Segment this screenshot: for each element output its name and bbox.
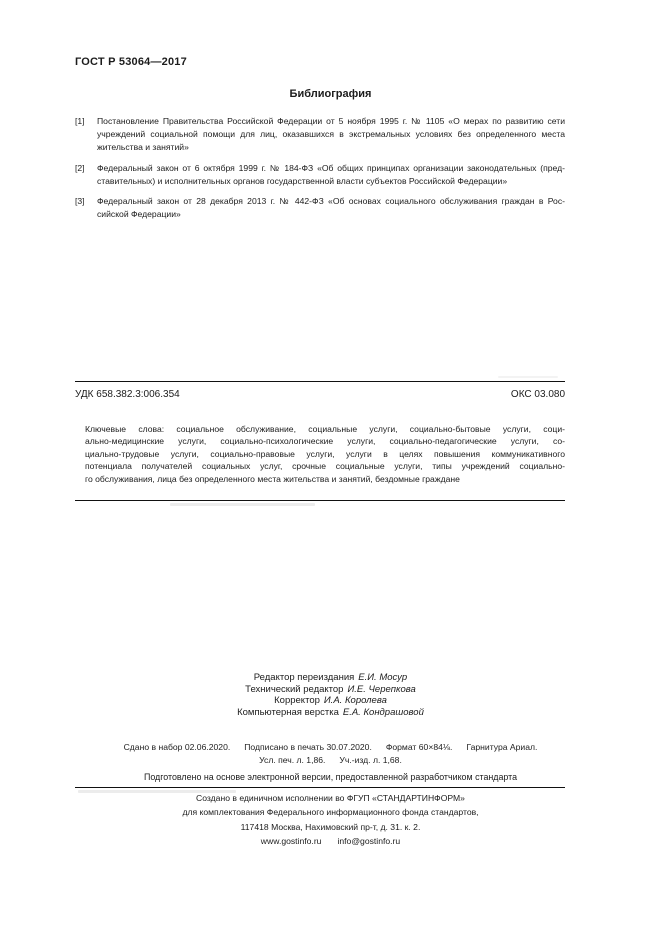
- publisher-website: www.gostinfo.ru: [260, 835, 322, 846]
- credit-role: Компьютерная верстка: [237, 706, 339, 718]
- credit-role: Корректор: [274, 695, 320, 707]
- imprint-block: [0, 741, 661, 767]
- publisher-line: для комплектования Федерального информационного фонда стандартов,: [182, 806, 479, 817]
- entry-line: Федеральный закон от 28 декабря 2013 г. № 442-ФЗ «Об основах социального обслуживания граждан в Рос-: [97, 196, 565, 207]
- imprint-item: Усл. печ. л. 1,86.: [259, 755, 326, 765]
- publisher-contacts: [0, 835, 661, 849]
- credits-block: [0, 672, 661, 718]
- credit-row: [0, 672, 661, 684]
- imprint-item: Формат 60×84⅛.: [385, 742, 453, 752]
- publisher-address: 117418 Москва, Нахимовский пр-т, д. 31. к. 2.: [240, 822, 421, 832]
- entry-line: учреждений социальной помощи для лиц, оказавшихся в экстремальных условиях без определенного места: [97, 129, 565, 140]
- publisher-block: [0, 792, 661, 848]
- credit-name: И.Е. Черепкова: [347, 683, 416, 695]
- scan-artifact: [170, 503, 315, 506]
- keywords-line: потенциала получателей социальных услуг, срочные социальные услуги, типы учреждений социально-: [85, 461, 565, 472]
- credit-role: Редактор переиздания: [253, 672, 355, 683]
- imprint-line: [0, 741, 661, 754]
- section-title: Библиография: [289, 88, 372, 100]
- imprint-item: Гарнитура Ариал.: [466, 742, 538, 752]
- doc-number: ГОСТ Р 53064—2017: [75, 56, 187, 68]
- entry-line: Федеральный закон от 6 октября 1999 г. № 184-ФЗ «Об общих принципах организации законодательных (пред-: [97, 162, 565, 173]
- imprint-item: Подписано в печать 30.07.2020.: [244, 742, 372, 752]
- imprint-line: [0, 754, 661, 767]
- entry-label: [1]: [75, 116, 85, 126]
- entry-label: [3]: [75, 196, 85, 207]
- credit-row: [0, 684, 661, 696]
- credit-name: И.А. Королева: [323, 695, 387, 707]
- entry-line: Постановление Правительства Российской Федерации от 5 ноября 1995 г. № 1105 «О мерах по развитию сети: [97, 116, 565, 126]
- keywords-line: циально-трудовые услуги, социально-правовые услуги, услуги в целях повышения коммуникативного: [85, 448, 565, 459]
- bibliography-entry: [75, 115, 565, 155]
- credit-row: [0, 707, 661, 719]
- bibliography-list: [75, 115, 565, 228]
- publisher-email: info@gostinfo.ru: [337, 835, 401, 846]
- entry-line: ставительных) и исполнительных органов государственной власти субъектов Российской Федерации»: [97, 175, 508, 186]
- credit-name: Е.А. Кондрашовой: [342, 706, 424, 718]
- bibliography-entry: [75, 162, 565, 188]
- credit-row: [0, 695, 661, 707]
- classification-row: [75, 389, 565, 400]
- entry-label: [2]: [75, 162, 85, 173]
- credit-role: Технический редактор: [245, 683, 344, 695]
- credit-name: Е.И. Мосур: [358, 672, 408, 683]
- udk-code: УДК 658.382.3:006.354: [75, 389, 180, 400]
- publisher-line: Создано в единичном исполнении во ФГУП «СТАНДАРТИНФОРМ»: [196, 793, 465, 803]
- prepared-note: Подготовлено на основе электронной версии, предоставленной разработчиком стандарта: [143, 772, 518, 782]
- oks-code: ОКС 03.080: [510, 389, 565, 400]
- scan-artifact: [498, 376, 558, 378]
- imprint-item: Уч.-изд. л. 1,68.: [339, 755, 402, 765]
- horizontal-rule: [75, 787, 565, 788]
- keywords-paragraph: [85, 423, 565, 485]
- horizontal-rule: [75, 500, 565, 501]
- entry-line: жительства и занятий»: [97, 142, 189, 153]
- bibliography-entry: [75, 195, 565, 221]
- entry-line: сийской Федерации»: [97, 209, 181, 220]
- horizontal-rule: [75, 381, 565, 382]
- keywords-line: ально-медицинские услуги, социально-психологические услуги, социально-педагогические услуги, со-: [85, 436, 565, 447]
- keywords-line: Ключевые слова: социальное обслуживание, социальные услуги, социально-бытовые услуги, соци-: [85, 424, 565, 434]
- imprint-item: Сдано в набор 02.06.2020.: [123, 742, 231, 752]
- keywords-line: го обслуживания, лица без определенного места жительства и занятий, бездомные граждане: [85, 473, 460, 484]
